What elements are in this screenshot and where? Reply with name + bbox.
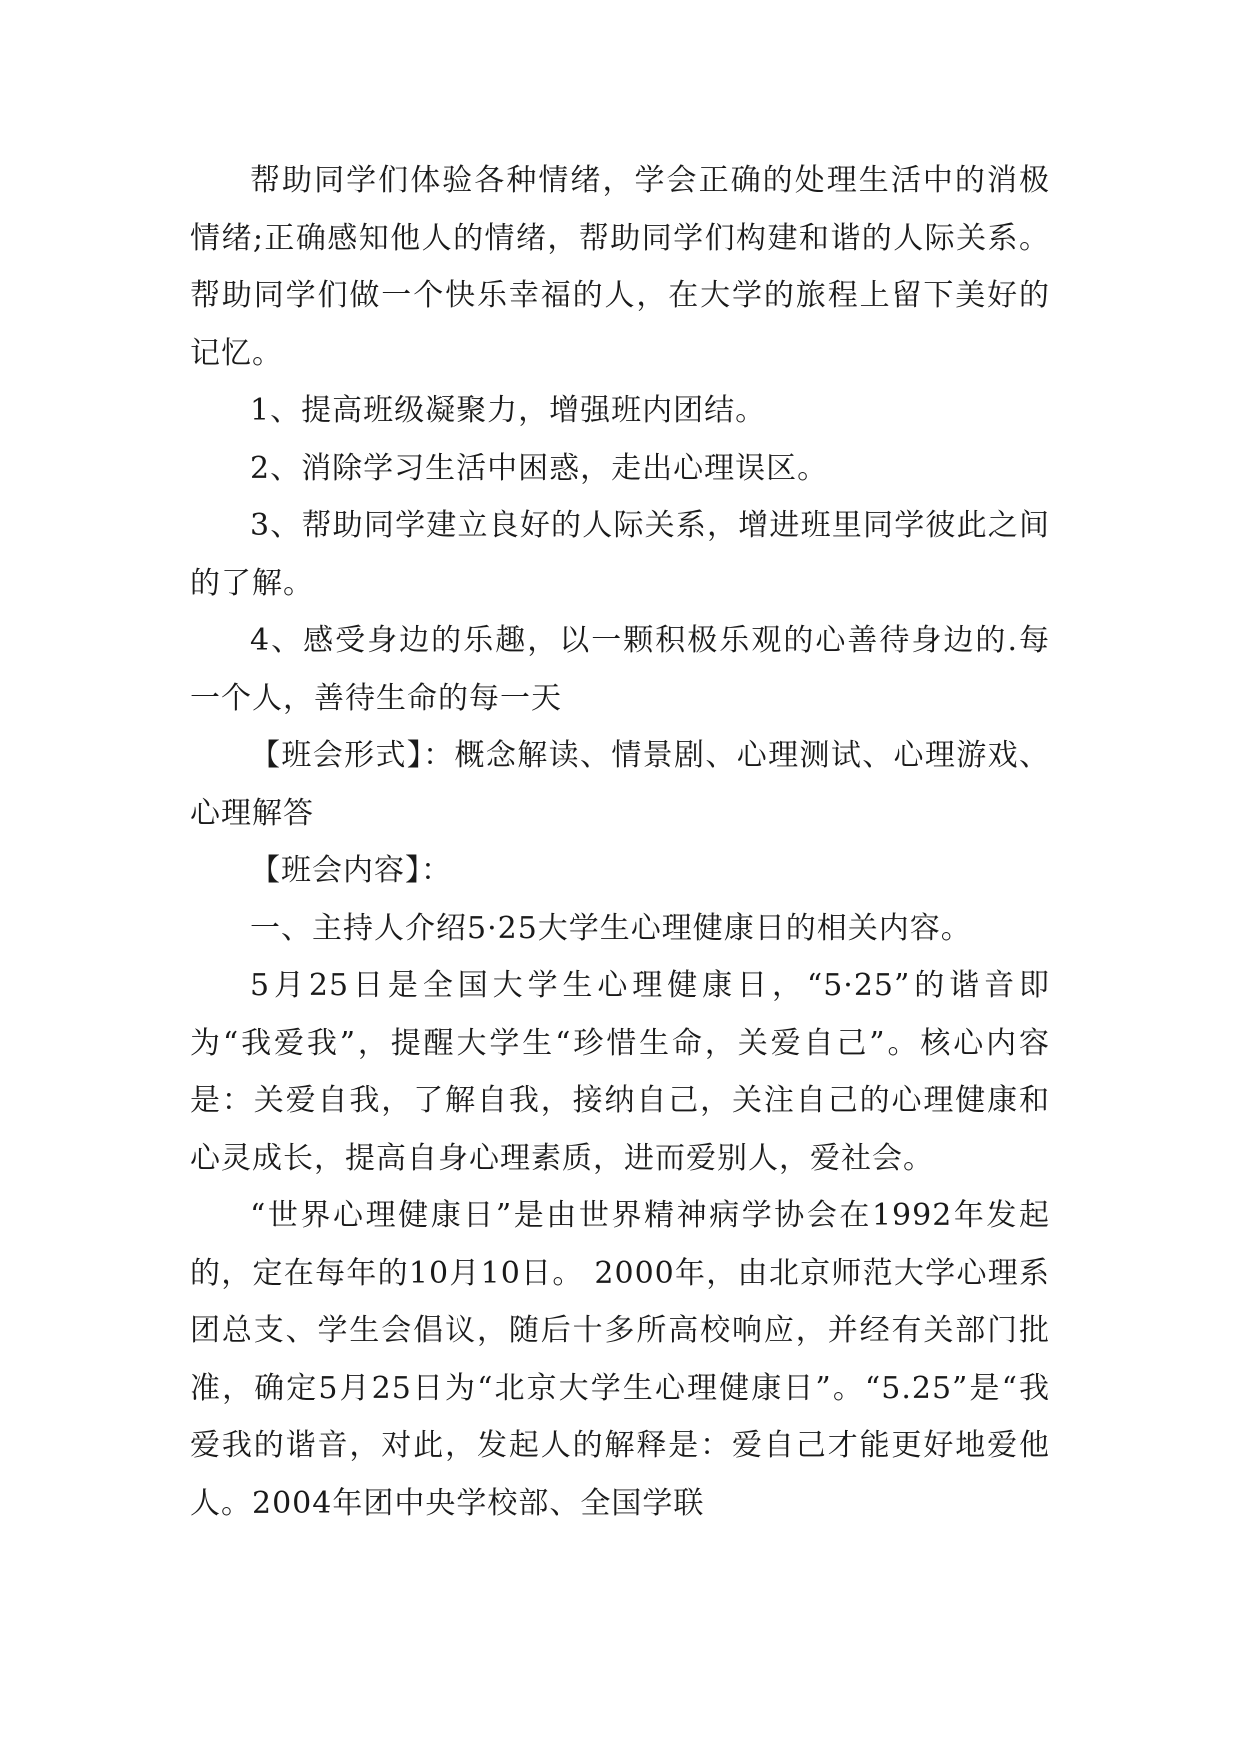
paragraph-525-explanation: 5月25日是全国大学生心理健康日，“5·25”的谐音即为“我爱我”，提醒大学生“珍惜生命，关爱自己”。核心内容是：关爱自我，了解自我，接纳自己，关注自己的心理健康和心灵成长，提高自身心理素质，进而爱别人，爱社会。 bbox=[190, 968, 1050, 1176]
paragraph-goal-4: 4、感受身边的乐趣，以一颗积极乐观的心善待身边的.每一个人，善待生命的每一天 bbox=[190, 623, 1050, 716]
paragraph-section-one: 一、主持人介绍5·25大学生心理健康日的相关内容。 bbox=[250, 910, 972, 946]
paragraph-goals-intro: 帮助同学们体验各种情绪，学会正确的处理生活中的消极情绪;正确感知他人的情绪，帮助同学们构建和谐的人际关系。帮助同学们做一个快乐幸福的人，在大学的旅程上留下美好的记忆。 bbox=[190, 163, 1050, 371]
paragraph-goal-1: 1、提高班级凝聚力，增强班内团结。 bbox=[250, 393, 767, 428]
paragraph-goal-3: 3、帮助同学建立良好的人际关系，增进班里同学彼此之间的了解。 bbox=[190, 508, 1050, 601]
paragraph-world-mental-health-day: “世界心理健康日”是由世界精神病学协会在1992年发起的，定在每年的10月10日。 2000年，由北京师范大学心理系团总支、学生会倡议，随后十多所高校响应，并经有关部门批准，确定5月25日为“北京大学生心理健康日”。“5.25”是“我爱我的谐音，对此，发起人的解释是：爱自己才能更好地爱他人。2004年团中央学校部、全国学联 bbox=[190, 1198, 1050, 1521]
paragraph-goal-2: 2、消除学习生活中困惑，走出心理误区。 bbox=[250, 450, 829, 486]
paragraph-meeting-content-heading: 【班会内容】： bbox=[250, 853, 452, 888]
paragraph-meeting-format: 【班会形式】：概念解读、情景剧、心理测试、心理游戏、心理解答 bbox=[190, 738, 1050, 831]
document-body bbox=[190, 152, 1050, 1532]
